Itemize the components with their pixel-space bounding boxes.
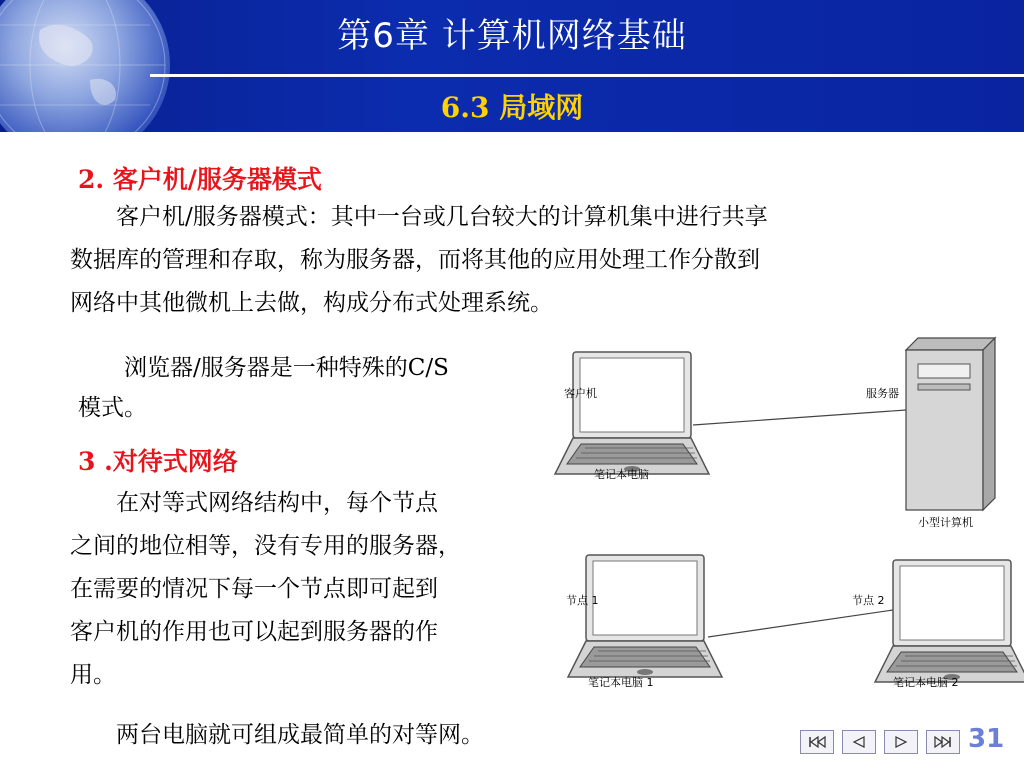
text-line: 数据库的管理和存取，称为服务器，而将其他的应用处理工作分散到 xyxy=(70,247,760,273)
network-diagram xyxy=(548,330,1024,720)
text-line: 客户机/服务器模式：其中一台或几台较大的计算机集中进行共享 xyxy=(70,204,768,230)
next-icon xyxy=(890,735,912,749)
text-line: 用。 xyxy=(70,662,116,688)
chapter-title: 第6章 计算机网络基础 xyxy=(337,16,687,56)
server-label: 服务器 xyxy=(866,387,899,400)
first-icon xyxy=(806,735,828,749)
text-line: 客户机的作用也可以起到服务器的作 xyxy=(70,619,438,645)
server-tower-icon xyxy=(906,338,995,510)
slide-header xyxy=(0,0,1024,132)
cs-connection-line xyxy=(693,410,906,425)
node2-label: 节点 2 xyxy=(852,594,885,607)
node1-caption: 笔记本电脑 1 xyxy=(588,676,654,689)
text-line: 在需要的情况下每一个节点即可起到 xyxy=(70,576,438,602)
previous-slide-button[interactable] xyxy=(842,730,876,754)
section-title: 6.3 局域网 xyxy=(440,91,584,124)
bs-paragraph xyxy=(78,348,548,428)
text-line: 在对等式网络结构中，每个节点 xyxy=(70,490,438,516)
node1-laptop-icon xyxy=(568,555,722,677)
client-label: 客户机 xyxy=(564,387,597,400)
first-slide-button[interactable] xyxy=(800,730,834,754)
text-line: 网络中其他微机上去做，构成分布式处理系统。 xyxy=(70,290,553,316)
p2p-connection-line xyxy=(708,610,893,637)
prev-icon xyxy=(848,735,870,749)
node1-label: 节点 1 xyxy=(566,594,599,607)
closing-line: 两台电脑就可组成最简单的对等网。 xyxy=(70,722,484,748)
text-line: 浏览器/服务器是一种特殊的C/S xyxy=(78,355,449,381)
text-line: 模式。 xyxy=(78,395,147,421)
last-icon xyxy=(932,735,954,749)
server-caption: 小型计算机 xyxy=(918,516,973,529)
client-caption: 笔记本电脑 xyxy=(594,468,649,481)
section2-heading: 2. 客户机/服务器模式 xyxy=(78,165,322,194)
client-laptop-icon xyxy=(555,352,709,474)
section3-heading: 3 .对待式网络 xyxy=(78,447,238,476)
section2-paragraph xyxy=(70,196,970,325)
page-number: 31 xyxy=(968,724,1005,754)
section3-paragraph xyxy=(70,482,550,697)
last-slide-button[interactable] xyxy=(926,730,960,754)
node2-caption: 笔记本电脑 2 xyxy=(893,676,959,689)
next-slide-button[interactable] xyxy=(884,730,918,754)
text-line: 之间的地位相等，没有专用的服务器， xyxy=(70,533,461,559)
header-divider xyxy=(150,74,1024,77)
node2-laptop-icon xyxy=(875,560,1024,682)
